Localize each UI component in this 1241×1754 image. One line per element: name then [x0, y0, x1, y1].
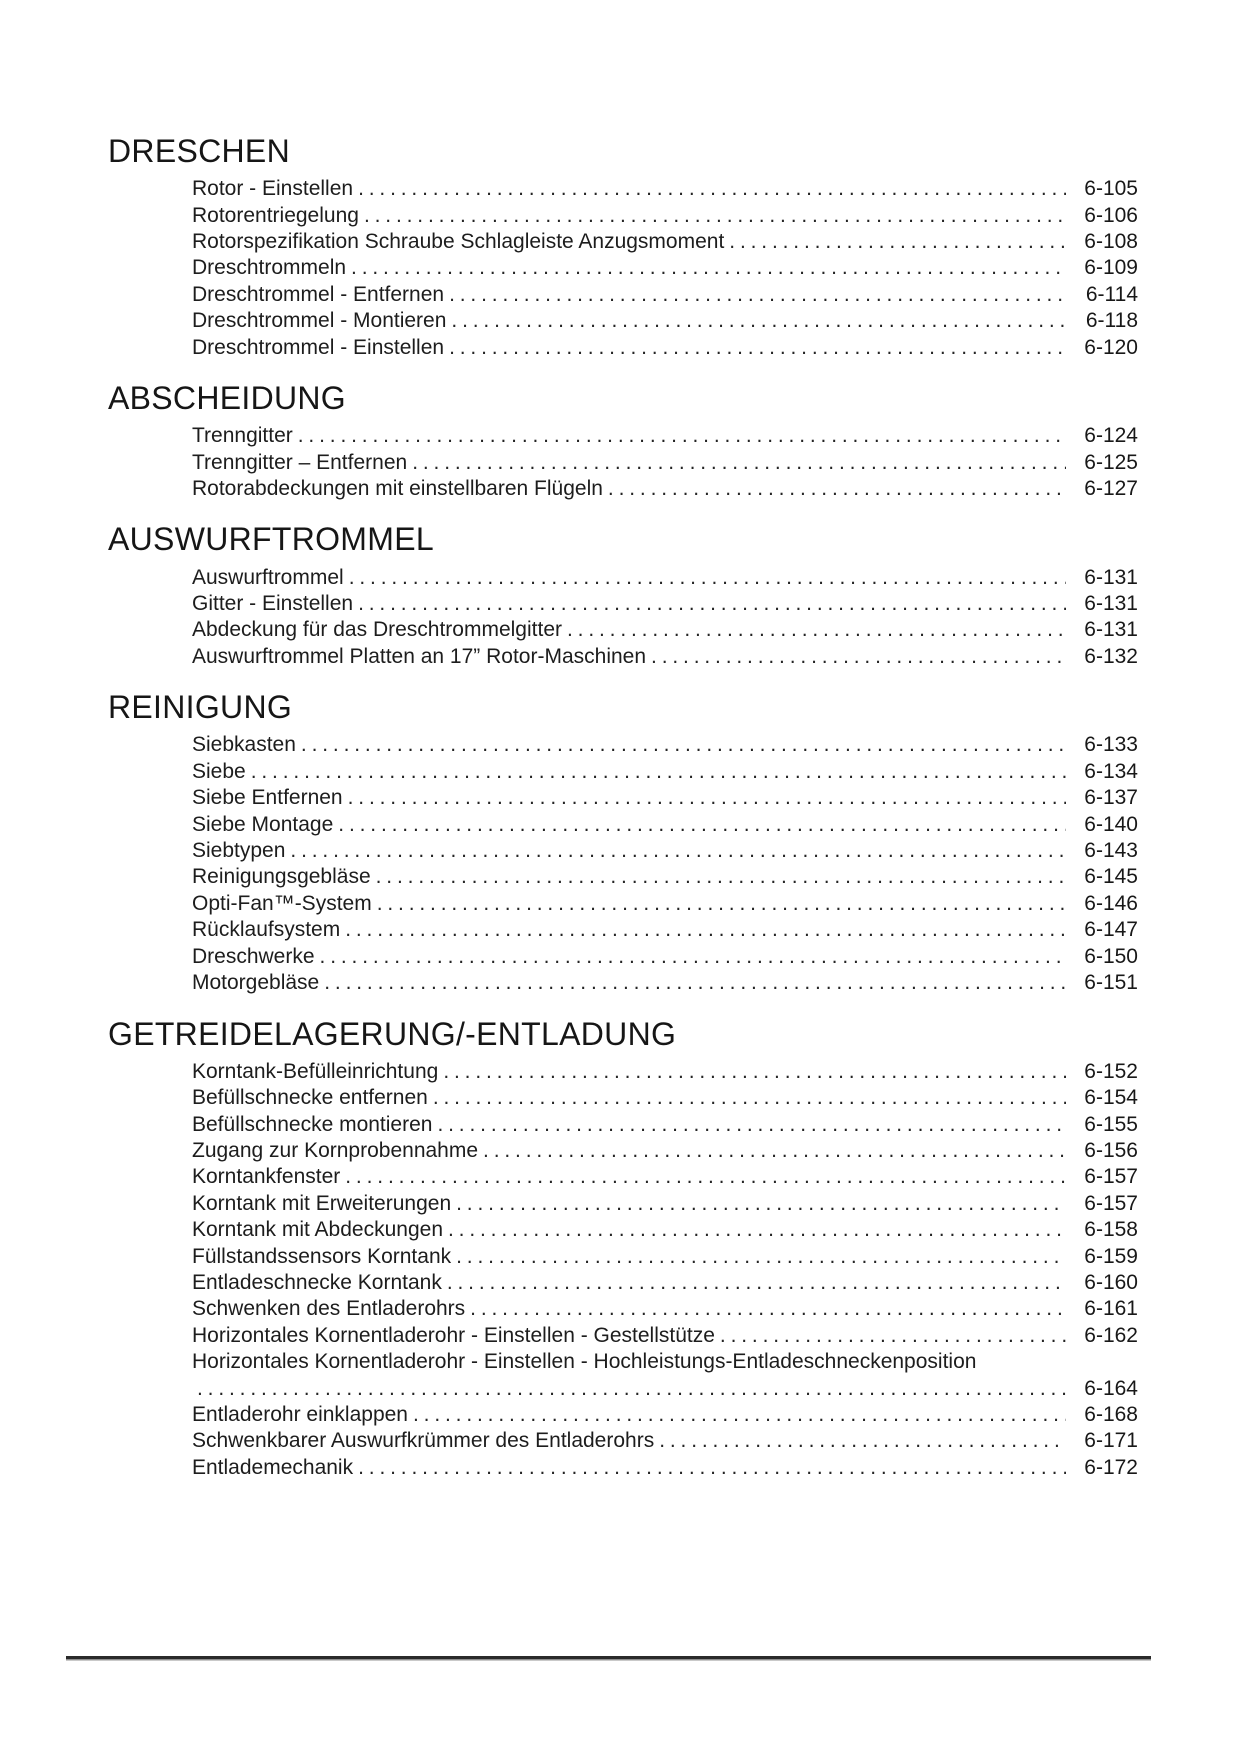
toc-entry-page: 6-131	[1084, 592, 1138, 616]
toc-entry-page: 6-131	[1084, 618, 1138, 642]
toc-entry-page: 6-156	[1084, 1138, 1138, 1162]
toc-entry	[192, 335, 1138, 361]
dot-leader	[320, 944, 1066, 970]
dot-leader	[349, 565, 1066, 591]
toc-entry-page: 6-133	[1084, 733, 1138, 757]
toc-entry-label: Rücklaufsystem	[192, 918, 341, 942]
toc-entry	[192, 1217, 1138, 1243]
toc-entry-label: Auswurftrommel	[192, 565, 344, 589]
toc-entry	[192, 203, 1138, 229]
toc-entry-label: Rotor - Einstellen	[192, 177, 354, 201]
toc-entry-label: Rotorspezifikation Schraube Schlagleiste Anzugsmoment	[192, 230, 725, 253]
dot-leader	[376, 864, 1066, 890]
dot-leader	[447, 1270, 1066, 1296]
toc-entry	[192, 1296, 1138, 1322]
toc-entry	[192, 1164, 1138, 1190]
toc-entry-label: Siebe Entfernen	[192, 786, 343, 810]
dot-leader	[456, 1191, 1066, 1217]
dot-leader	[470, 1296, 1066, 1322]
toc-entry	[192, 1244, 1138, 1270]
toc-section	[108, 1017, 1138, 1482]
toc-entry-page: 6-125	[1084, 450, 1138, 474]
toc-entry-label: Rotorabdeckungen mit einstellbaren Flügeln	[192, 477, 603, 501]
toc-entry	[192, 229, 1138, 255]
toc-entry-page: 6-154	[1084, 1086, 1138, 1110]
dot-leader	[358, 176, 1066, 202]
toc-entry-label: Befüllschnecke montieren	[192, 1112, 433, 1136]
toc-entry	[192, 450, 1138, 476]
toc-entry-page: 6-118	[1085, 309, 1138, 333]
dot-leader	[443, 1059, 1066, 1085]
toc-entry-label: Dreschtrommel - Einstellen	[192, 335, 445, 359]
toc-entry-label: Trenngitter – Entfernen	[192, 450, 408, 474]
toc-entry-page: 6-171	[1084, 1429, 1138, 1453]
toc-entry-page: 6-152	[1084, 1059, 1138, 1083]
dot-leader	[251, 759, 1066, 785]
toc-entry	[192, 644, 1138, 670]
toc-entry-page: 6-158	[1084, 1218, 1138, 1242]
toc-entry-label: Opti-Fan™-System	[192, 891, 372, 915]
dot-leader	[197, 1376, 1066, 1402]
toc-entry-label: Dreschtrommel - Entfernen	[192, 282, 445, 306]
toc-entry-label: Schwenken des Entladerohrs	[192, 1297, 466, 1321]
toc-entry-page: 6-155	[1084, 1112, 1138, 1136]
dot-leader	[449, 282, 1066, 308]
section-entries	[192, 1059, 1138, 1482]
toc-section	[108, 690, 1138, 996]
toc-entry-page: 6-160	[1084, 1270, 1138, 1294]
dot-leader	[659, 1428, 1066, 1454]
toc-entry-label: Rotorentriegelung	[192, 203, 359, 227]
toc-entry	[192, 944, 1138, 970]
toc-entry-label: Horizontales Kornentladerohr - Einstellen - Hochleistungs-Entladeschneckenposition	[192, 1350, 977, 1374]
toc-entry	[192, 864, 1138, 890]
toc-entry-page: 6-147	[1084, 918, 1138, 942]
section-entries	[192, 732, 1138, 996]
toc-entry-page: 6-120	[1084, 335, 1138, 359]
toc-entry-page: 6-131	[1084, 565, 1138, 589]
dot-leader	[448, 1217, 1066, 1243]
toc-entry	[192, 970, 1138, 996]
toc-entry-page: 6-159	[1084, 1244, 1138, 1268]
dot-leader	[412, 450, 1066, 476]
section-heading: ABSCHEIDUNG	[108, 380, 347, 417]
toc-entry-page: 6-106	[1084, 203, 1138, 227]
section-entries	[192, 176, 1138, 361]
toc-entry	[192, 1085, 1138, 1111]
dot-leader	[651, 644, 1066, 670]
toc-entry	[192, 565, 1138, 591]
toc-entry-label: Trenngitter	[192, 424, 293, 448]
toc-entry	[192, 1349, 1138, 1375]
toc-entry-page: 6-157	[1084, 1165, 1138, 1189]
toc-entry	[192, 812, 1138, 838]
toc-entry-page: 6-140	[1084, 812, 1138, 836]
toc-entry-page: 6-114	[1085, 282, 1138, 306]
toc-entry	[192, 785, 1138, 811]
toc-entry-label: Auswurftrommel Platten an 17” Rotor-Maschinen	[192, 644, 647, 668]
dot-leader	[358, 591, 1066, 617]
footer-rule	[66, 1656, 1151, 1661]
dot-leader	[324, 970, 1066, 996]
toc-entry	[192, 917, 1138, 943]
toc-entry-page: 6-108	[1084, 230, 1138, 253]
toc-entry-label: Korntank mit Erweiterungen	[192, 1191, 452, 1215]
toc-entry-page: 6-151	[1084, 971, 1138, 995]
toc-entry-label: Reinigungsgebläse	[192, 865, 371, 889]
toc-entry-label: Entlademechanik	[192, 1455, 354, 1479]
dot-leader	[413, 1402, 1066, 1428]
dot-leader	[290, 838, 1066, 864]
dot-leader	[449, 335, 1066, 361]
toc-section	[108, 522, 1138, 670]
dot-leader	[456, 1244, 1066, 1270]
dot-leader	[338, 812, 1066, 838]
toc-entry-label: Siebkasten	[192, 733, 296, 757]
dot-leader	[345, 917, 1066, 943]
toc-entry-label: Korntankfenster	[192, 1165, 341, 1189]
toc-entry-label: Füllstandssensors Korntank	[192, 1244, 452, 1268]
toc-entry	[192, 282, 1138, 308]
toc-entry	[192, 1402, 1138, 1428]
toc-entry	[192, 1059, 1138, 1085]
toc-entry-page: 6-164	[1084, 1376, 1138, 1400]
dot-leader	[451, 308, 1066, 334]
toc-entry-label: Zugang zur Kornprobennahme	[192, 1138, 479, 1162]
toc-entry-label: Horizontales Kornentladerohr - Einstellen - Gestellstütze	[192, 1323, 715, 1347]
dot-leader	[301, 732, 1066, 758]
section-heading: GETREIDELAGERUNG/-ENTLADUNG	[108, 1015, 677, 1052]
toc-entry-label: Gitter - Einstellen	[192, 592, 354, 616]
dot-leader	[437, 1112, 1066, 1138]
toc-entry-label: Befüllschnecke entfernen	[192, 1086, 428, 1110]
toc-entry-page: 6-162	[1084, 1323, 1138, 1347]
toc-entry-page: 6-137	[1084, 786, 1138, 810]
toc-entry-page: 6-168	[1084, 1402, 1138, 1426]
dot-leader	[358, 1455, 1066, 1481]
toc-entry	[192, 176, 1138, 202]
dot-leader	[364, 203, 1066, 229]
toc-entry-page: 6-124	[1084, 424, 1138, 448]
toc-entry	[192, 1112, 1138, 1138]
section-heading: DRESCHEN	[108, 133, 290, 169]
toc-entry-page: 6-132	[1084, 644, 1138, 668]
toc-entry	[192, 1323, 1138, 1349]
toc-entry-label: Dreschwerke	[192, 944, 315, 968]
toc-entry	[192, 732, 1138, 758]
dot-leader	[377, 891, 1066, 917]
toc-entry	[192, 308, 1138, 334]
toc-entry-page: 6-134	[1084, 759, 1138, 783]
toc-entry	[192, 891, 1138, 917]
dot-leader	[567, 617, 1066, 643]
toc-section	[108, 134, 1138, 361]
toc-entry	[192, 1138, 1138, 1164]
dot-leader	[433, 1085, 1066, 1111]
toc-entry-page: 6-161	[1084, 1297, 1138, 1321]
toc-entry-page: 6-143	[1084, 839, 1138, 863]
section-heading: AUSWURFTROMMEL	[108, 521, 434, 558]
toc-entry-label: Siebe Montage	[192, 812, 334, 836]
dot-leader	[720, 1323, 1066, 1349]
toc-entry-page: 6-146	[1084, 891, 1138, 915]
dot-leader	[729, 229, 1066, 255]
toc-entry-continuation	[192, 1376, 1138, 1402]
toc-entry-label: Siebe	[192, 759, 246, 783]
toc-entry-label: Korntank mit Abdeckungen	[192, 1218, 443, 1242]
toc-section	[108, 381, 1138, 502]
toc-entry-label: Dreschtrommel - Montieren	[192, 309, 447, 333]
toc-entry-page: 6-145	[1084, 865, 1138, 889]
toc-entry	[192, 759, 1138, 785]
dot-leader	[483, 1138, 1066, 1164]
toc-entry	[192, 838, 1138, 864]
toc-entry	[192, 1428, 1138, 1454]
toc-entry-page: 6-172	[1084, 1455, 1138, 1479]
toc-entry-label: Motorgebläse	[192, 971, 320, 995]
dot-leader	[351, 255, 1066, 281]
dot-leader	[608, 476, 1066, 502]
toc-entry-label: Korntank-Befülleinrichtung	[192, 1059, 439, 1083]
toc-entry-page: 6-150	[1084, 944, 1138, 968]
section-entries	[192, 423, 1138, 502]
section-entries	[192, 565, 1138, 671]
toc-entry	[192, 423, 1138, 449]
toc-entry-page: 6-105	[1084, 177, 1138, 201]
toc-entry-page: 6-109	[1084, 256, 1138, 280]
dot-leader	[298, 423, 1066, 449]
toc-entry-label: Schwenkbarer Auswurfkrümmer des Entladerohrs	[192, 1429, 655, 1453]
toc-entry	[192, 476, 1138, 502]
toc-entry-page: 6-127	[1084, 477, 1138, 501]
toc-entry-label: Entladeschnecke Korntank	[192, 1270, 442, 1294]
dot-leader	[348, 785, 1066, 811]
toc-entry-label: Siebtypen	[192, 839, 286, 863]
toc-entry	[192, 591, 1138, 617]
toc-entry-label: Entladerohr einklappen	[192, 1402, 408, 1426]
toc-entry	[192, 1191, 1138, 1217]
toc-entry	[192, 1455, 1138, 1481]
toc-entry-label: Dreschtrommeln	[192, 256, 347, 280]
toc-entry-label: Abdeckung für das Dreschtrommelgitter	[192, 618, 562, 642]
section-heading: REINIGUNG	[108, 689, 293, 726]
toc-entry	[192, 255, 1138, 281]
toc-entry	[192, 617, 1138, 643]
toc-entry-page: 6-157	[1084, 1191, 1138, 1215]
dot-leader	[345, 1164, 1066, 1190]
toc-entry	[192, 1270, 1138, 1296]
